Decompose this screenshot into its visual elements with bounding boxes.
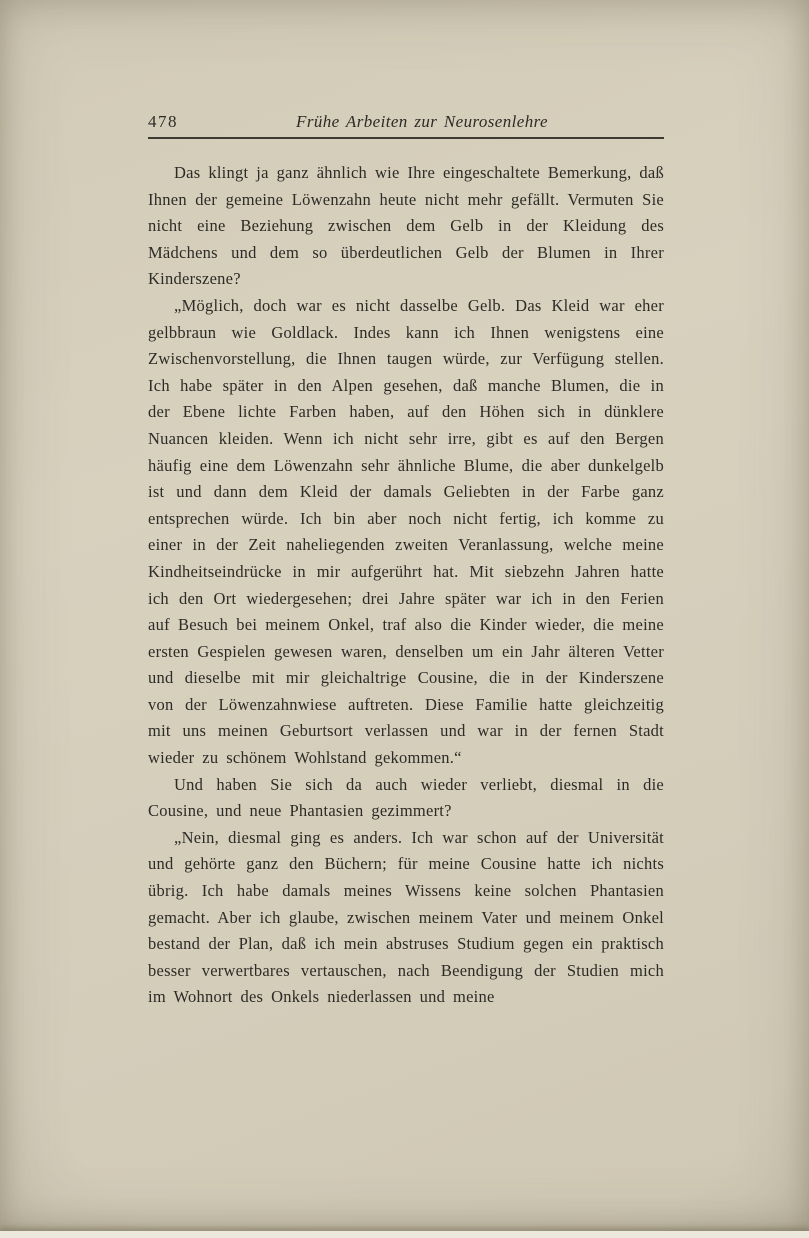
page-content (148, 112, 664, 1011)
paragraph: „Möglich, doch war es nicht dasselbe Gelb. Das Kleid war eher gelbbraun wie Goldlack. Indes kann ich Ihnen wenigstens eine Zwischenvorstellung, die Ihnen taugen würde, zur Verfügung stellen. Ich habe später in den Alpen gesehen, daß manche Blumen, die in der Ebene lichte Farben haben, auf den Höhen sich in dünklere Nuancen kleiden. Wenn ich nicht sehr irre, gibt es auf den Bergen häufig eine dem Löwenzahn sehr ähnliche Blume, die aber dunkelgelb ist und dann dem Kleid der damals Geliebten in der Farbe ganz entsprechen würde. Ich bin aber noch nicht fertig, ich komme zu einer in der Zeit naheliegenden zweiten Veranlassung, welche meine Kindheitseindrücke in mir aufgerührt hat. Mit siebzehn Jahren hatte ich den Ort wiedergesehen; drei Jahre später war ich in den Ferien auf Besuch bei meinem Onkel, traf also die Kinder wieder, die meine ersten Gespielen gewesen waren, denselben um ein Jahr älteren Vetter und dieselbe mit mir gleichaltrige Cousine, die in der Kinderszene von der Löwenzahnwiese auftreten. Diese Familie hatte gleichzeitig mit uns meinen Geburtsort verlassen und war in der fernen Stadt wieder zu schönem Wohlstand gekommen.“ (148, 295, 664, 768)
body-text (148, 160, 664, 1011)
paragraph: Und haben Sie sich da auch wieder verliebt, diesmal in die Cousine, und neue Phantasien gezimmert? (148, 774, 664, 821)
paragraph: „Nein, diesmal ging es anders. Ich war schon auf der Universität und gehörte ganz den Büchern; für meine Cousine hatte ich nichts übrig. Ich habe damals meines Wissens keine solchen Phantasien gemacht. Aber ich glaube, zwischen meinem Vater und meinem Onkel bestand der Plan, daß ich mein abstruses Studium gegen ein praktisch besser verwertbares vertauschen, nach Beendigung der Studien mich im Wohnort des Onkels niederlassen und meine (148, 827, 664, 1007)
page-header (148, 112, 664, 139)
paragraph: Das klingt ja ganz ähnlich wie Ihre eingeschaltete Bemerkung, daß Ihnen der gemeine Löwenzahn heute nicht mehr gefällt. Vermuten Sie nicht eine Beziehung zwischen dem Gelb in der Kleidung des Mädchens und dem so überdeutlichen Gelb der Blumen in Ihrer Kinderszene? (148, 163, 664, 289)
page-bottom-edge (0, 1231, 809, 1238)
page-number: 478 (148, 112, 178, 131)
running-title: Frühe Arbeiten zur Neurosenlehre (296, 112, 548, 131)
